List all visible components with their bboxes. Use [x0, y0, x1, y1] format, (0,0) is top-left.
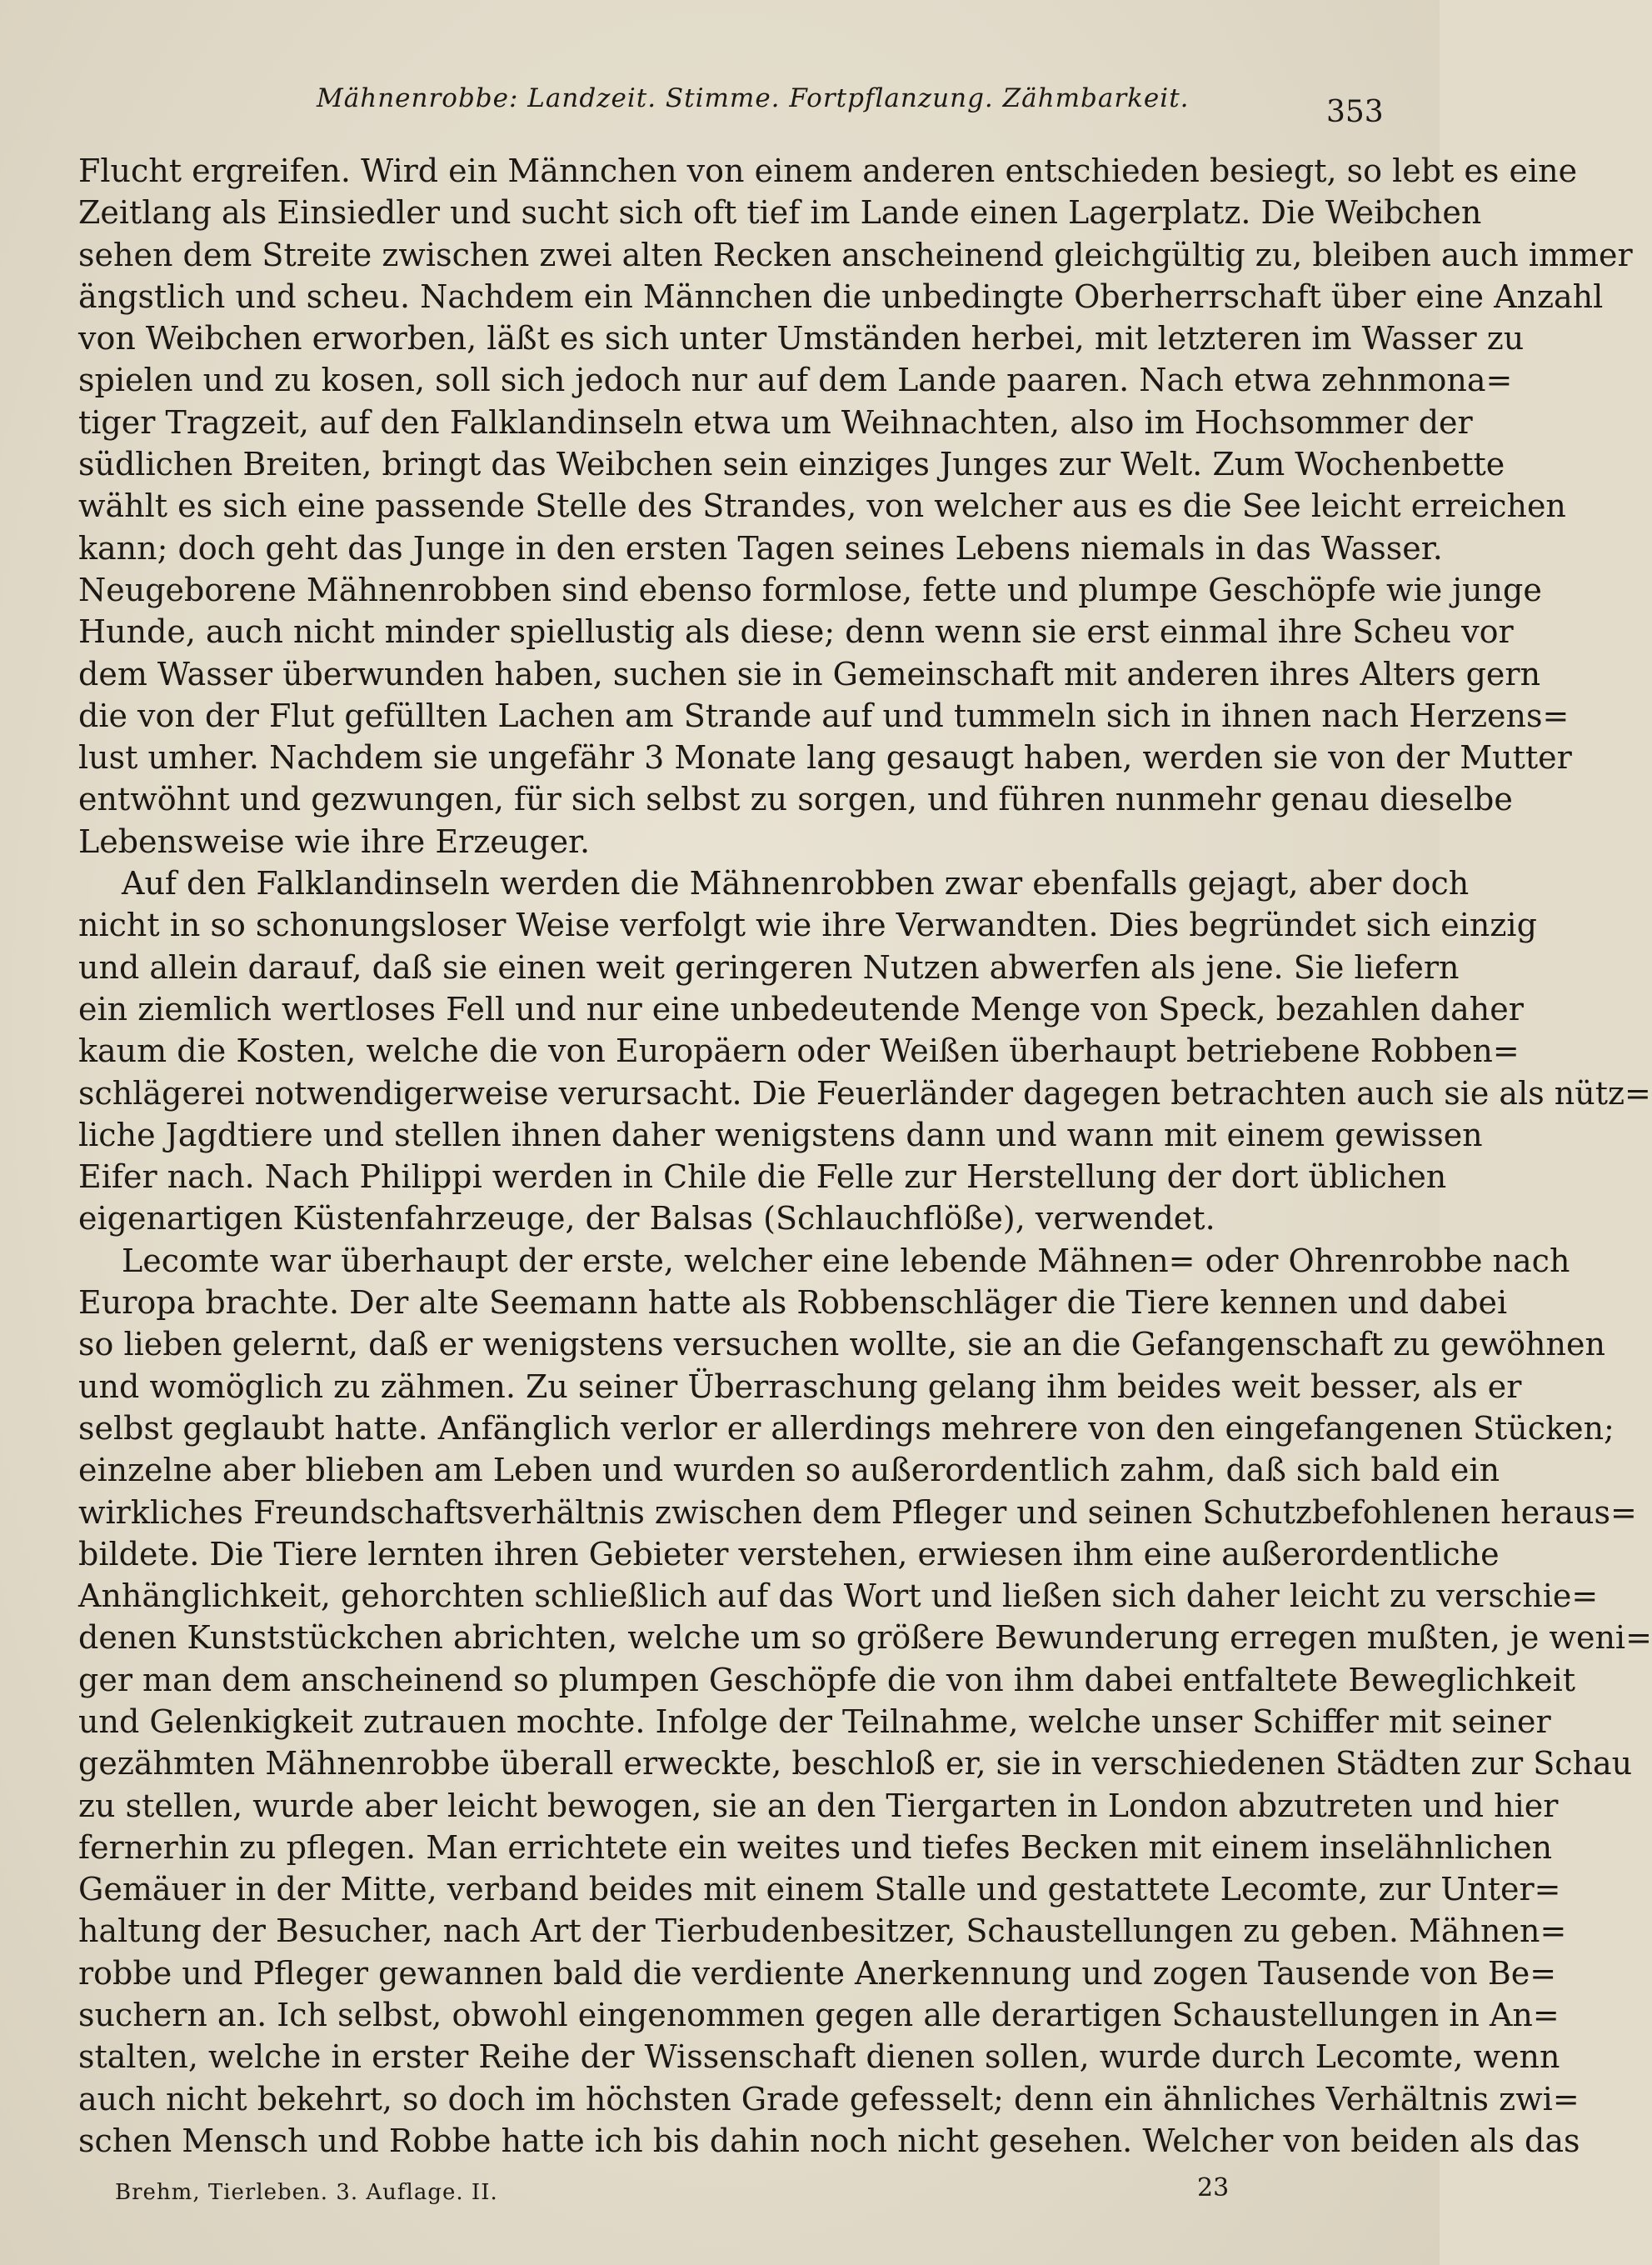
text-line: schen Mensch und Robbe hatte ich bis dahin noch nicht gesehen. Welcher von beiden als das	[78, 2122, 1580, 2159]
text-line: denen Kunststückchen abrichten, welche um so größere Bewunderung erregen mußten, je weni=	[78, 1619, 1652, 1657]
text-line: Lebensweise wie ihre Erzeuger.	[78, 822, 591, 860]
text-line: und Gelenkigkeit zutrauen mochte. Infolge der Teilnahme, welche unser Schiffer mit seiner	[78, 1702, 1551, 1740]
text-line: ängstlich und scheu. Nachdem ein Männchen die unbedingte Oberherrschaft über eine Anzahl	[78, 278, 1604, 315]
text-line: Hunde, auch nicht minder spiellustig als diese; denn wenn sie erst einmal ihre Scheu vor	[78, 613, 1514, 651]
text-line: einzelne aber blieben am Leben und wurden so außerordentlich zahm, daß sich bald ein	[78, 1452, 1500, 1489]
text-line: sehen dem Streite zwischen zwei alten Recken anscheinend gleichgültig zu, bleiben auch immer	[78, 236, 1633, 273]
text-line: Lecomte war überhaupt der erste, welcher eine lebende Mähnen= oder Ohrenrobbe nach	[122, 1242, 1570, 1279]
text-line: so lieben gelernt, daß er wenigstens versuchen wollte, sie an die Gefangenschaft zu gewöhnen	[78, 1326, 1605, 1363]
text-line: ein ziemlich wertloses Fell und nur eine unbedeutende Menge von Speck, bezahlen daher	[78, 990, 1524, 1028]
text-line: ger man dem anscheinend so plumpen Geschöpfe die von ihm dabei entfaltete Beweglichkeit	[78, 1661, 1576, 1698]
text-line: Neugeborene Mähnenrobben sind ebenso formlose, fette und plumpe Geschöpfe wie junge	[78, 571, 1542, 608]
text-line: von Weibchen erworben, läßt es sich unter Umständen herbei, mit letzteren im Wasser zu	[78, 320, 1525, 358]
text-line: dem Wasser überwunden haben, suchen sie in Gemeinschaft mit anderen ihres Alters gern	[78, 655, 1541, 692]
text-line: fernerhin zu pflegen. Man errichtete ein weites und tiefes Becken mit einem inselähnlichen	[78, 1828, 1553, 1866]
signature-mark: 23	[1197, 2173, 1230, 2202]
text-line: Anhänglichkeit, gehorchten schließlich auf das Wort und ließen sich daher leicht zu verschie=	[78, 1578, 1599, 1615]
text-line: Eifer nach. Nach Philippi werden in Chile die Felle zur Herstellung der dort üblichen	[78, 1158, 1447, 1196]
running-header: Mähnenrobbe: Landzeit. Stimme. Fortpflanzung. Zähmbarkeit.	[317, 83, 1190, 113]
text-line: Europa brachte. Der alte Seemann hatte als Robbenschläger die Tiere kennen und dabei	[78, 1284, 1508, 1322]
text-line: auch nicht bekehrt, so doch im höchsten Grade gefesselt; denn ein ähnliches Verhältnis zwi=	[78, 2080, 1580, 2118]
text-line: und womöglich zu zähmen. Zu seiner Überraschung gelang ihm beides weit besser, als er	[78, 1368, 1522, 1405]
text-line: eigenartigen Küstenfahrzeuge, der Balsas (Schlauchflöße), verwendet.	[78, 1200, 1215, 1238]
text-line: gezähmten Mähnenrobbe überall erweckte, beschloß er, sie in verschiedenen Städten zur Schau	[78, 1745, 1633, 1782]
page-number: 353	[1326, 95, 1384, 129]
text-line: schlägerei notwendigerweise verursacht. Die Feuerländer dagegen betrachten auch sie als nütz=	[78, 1074, 1651, 1112]
text-line: spielen und zu kosen, soll sich jedoch nur auf dem Lande paaren. Nach etwa zehnmona=	[78, 362, 1513, 399]
text-line: südlichen Breiten, bringt das Weibchen sein einziges Junges zur Welt. Zum Wochenbette	[78, 446, 1505, 483]
text-line: liche Jagdtiere und stellen ihnen daher wenigstens dann und wann mit einem gewissen	[78, 1116, 1483, 1153]
text-line: nicht in so schonungsloser Weise verfolgt wie ihre Verwandten. Dies begründet sich einzig	[78, 907, 1537, 944]
text-line: die von der Flut gefüllten Lachen am Strande auf und tummeln sich in ihnen nach Herzens=	[78, 697, 1570, 734]
text-line: zu stellen, wurde aber leicht bewogen, sie an den Tiergarten in London abzutreten und hier	[78, 1787, 1559, 1824]
text-line: wirkliches Freundschaftsverhältnis zwischen dem Pfleger und seinen Schutzbefohlenen heraus=	[78, 1493, 1637, 1531]
text-line: Zeitlang als Einsiedler und sucht sich oft tief im Lande einen Lagerplatz. Die Weibchen	[78, 194, 1482, 232]
text-line: wählt es sich eine passende Stelle des Strandes, von welcher aus es die See leicht erreichen	[78, 488, 1566, 525]
body-text	[78, 150, 1652, 2162]
footer-source: Brehm, Tierleben. 3. Auflage. II.	[115, 2180, 498, 2205]
text-line: suchern an. Ich selbst, obwohl eingenommen gegen alle derartigen Schaustellungen in An=	[78, 1997, 1560, 2034]
text-line: und allein darauf, daß sie einen weit geringeren Nutzen abwerfen als jene. Sie liefern	[78, 948, 1460, 986]
text-line: kaum die Kosten, welche die von Europäern oder Weißen überhaupt betriebene Robben=	[78, 1032, 1520, 1070]
text-line: tiger Tragzeit, auf den Falklandinseln etwa um Weihnachten, also im Hochsommer der	[78, 403, 1473, 441]
text-line: selbst geglaubt hatte. Anfänglich verlor er allerdings mehrere von den eingefangenen Stücken;	[78, 1409, 1615, 1447]
text-line: kann; doch geht das Junge in den ersten Tagen seines Lebens niemals in das Wasser.	[78, 529, 1443, 567]
text-line: robbe und Pfleger gewannen bald die verdiente Anerkennung und zogen Tausende von Be=	[78, 1954, 1557, 1992]
text-line: haltung der Besucher, nach Art der Tierbudenbesitzer, Schaustellungen zu geben. Mähnen=	[78, 1912, 1567, 1950]
text-line: Auf den Falklandinseln werden die Mähnenrobben zwar ebenfalls gejagt, aber doch	[122, 865, 1470, 902]
text-line: lust umher. Nachdem sie ungefähr 3 Monate lang gesaugt haben, werden sie von der Mutter	[78, 739, 1572, 777]
text-line: Gemäuer in der Mitte, verband beides mit einem Stalle und gestattete Lecomte, zur Unter=	[78, 1871, 1561, 1908]
text-line: entwöhnt und gezwungen, für sich selbst zu sorgen, und führen nunmehr genau dieselbe	[78, 781, 1513, 818]
text-line: Flucht ergreifen. Wird ein Männchen von einem anderen entschieden besiegt, so lebt es eine	[78, 152, 1578, 189]
text-line: stalten, welche in erster Reihe der Wissenschaft dienen sollen, wurde durch Lecomte, wenn	[78, 2038, 1560, 2076]
text-line: bildete. Die Tiere lernten ihren Gebieter verstehen, erwiesen ihm eine außerordentliche	[78, 1535, 1500, 1572]
